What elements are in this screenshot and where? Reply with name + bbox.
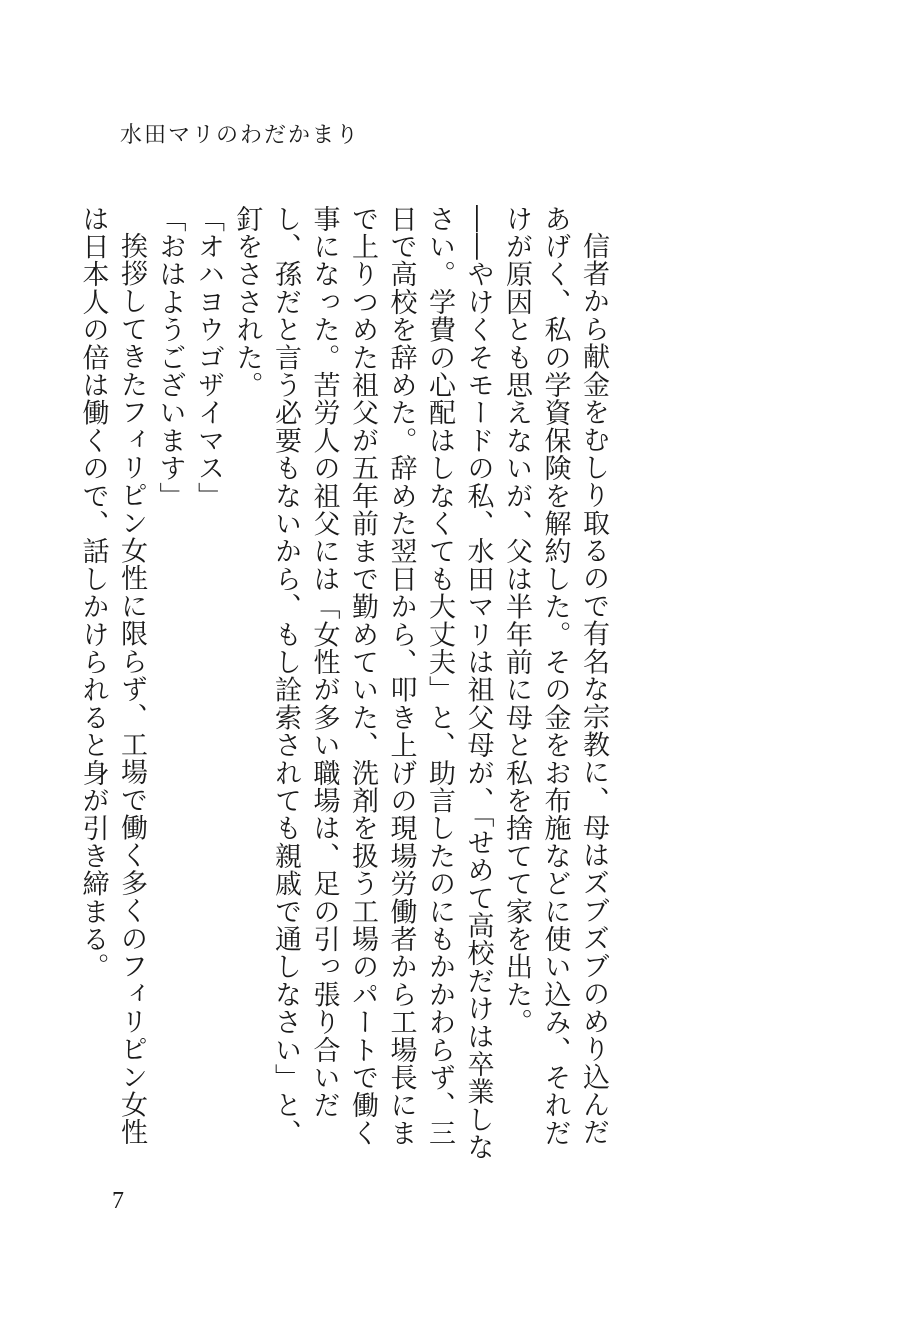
paragraph: 挨拶してきたフィリピン女性に限らず、工場で働く多くのフィリピン女性は日本人の倍は働くので、話しかけられると身が引き締まる。 [77, 205, 147, 1147]
page-number: 7 [112, 1188, 124, 1214]
paragraph: 信者から献金をむしり取るので有名な宗教に、母はズブズブのめり込んだあげく、私の学資保険を解約した。その金をお布施などに使い込み、それだけが原因とも思えないが、父は半年前に母と私を捨てて家を出た。 [501, 205, 609, 1147]
body-text [77, 205, 612, 1165]
dialogue-line: 「おはようございます」 [154, 205, 186, 510]
running-title: 水田マリのわだかまり [120, 123, 361, 148]
paragraph: ――やけくそモードの私、水田マリは祖父母が、「せめて高校だけは卒業しなさい。学費の心配はしなくても大丈夫」と、助言したのにもかかわらず、三日で高校を辞めた。辞めた翌日から、叩き上げの現場労働者から工場長にまで上りつめた祖父が五年前まで勤めていた、洗剤を扱う工場のパートで働く事になった。苦労人の祖父には「女性が多い職場は、足の引っ張り合いだし、孫だと言う必要もないから、もし詮索されても親戚で通しなさい」と、釘をさされた。 [231, 205, 494, 1161]
dialogue-line: 「オハヨウゴザイマス」 [193, 205, 224, 510]
